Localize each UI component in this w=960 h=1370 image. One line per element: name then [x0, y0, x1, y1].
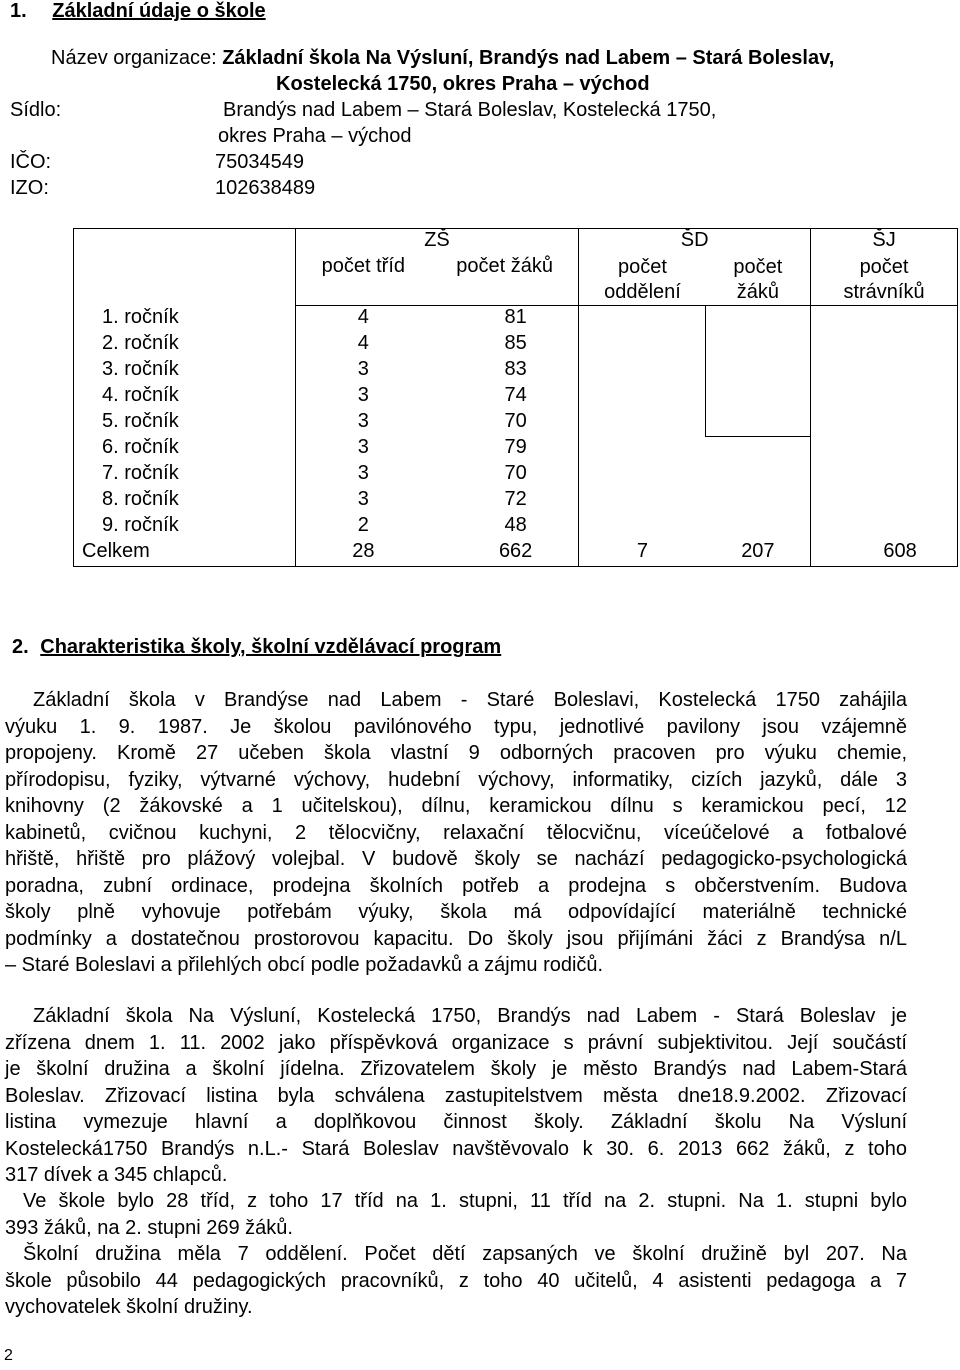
empty-cell: [706, 436, 811, 540]
sidlo-label: Sídlo:: [10, 99, 62, 121]
group-sj: ŠJ: [811, 229, 958, 256]
total-label: Celkem: [74, 540, 296, 567]
group-zs: ZŠ: [295, 229, 579, 256]
sidlo-value-2: okres Praha – východ: [218, 125, 412, 147]
empty-cell: [811, 436, 958, 540]
row-trid: 3: [295, 358, 431, 384]
total-sd-zaku: 207: [706, 540, 811, 567]
row-zaku: 83: [431, 358, 579, 384]
paragraph-line: knihovny (2 žákovské a 1 učitelskou), dílnu, keramickou dílnu s keramickou pecí, 12: [5, 795, 907, 817]
section-2-title: Charakteristika školy, školní vzdělávací program: [40, 636, 502, 658]
group-sd: ŠD: [579, 229, 811, 256]
col-sd-zaku-line2: žáků: [736, 281, 779, 303]
paragraph-line: výuku 1. 9. 1987. Je školou pavilónového typu, jednotlivé pavilony jsou vzájemně: [5, 715, 907, 738]
empty-cell: [706, 306, 811, 437]
row-name: 7. ročník: [74, 462, 296, 488]
table-row: [74, 436, 958, 462]
row-name: 6. ročník: [74, 436, 296, 462]
total-trid: 28: [295, 540, 431, 567]
table-header-columns: [74, 255, 958, 306]
org-value-2: Kostelecká 1750, okres Praha – východ: [276, 73, 650, 95]
col-trid: počet tříd: [295, 255, 431, 306]
row-zaku: 81: [431, 306, 579, 333]
paragraph-line: 317 dívek a 345 chlapců.: [5, 1164, 228, 1186]
empty-cell: [811, 306, 958, 437]
row-zaku: 70: [431, 462, 579, 488]
row-zaku: 79: [431, 436, 579, 462]
row-zaku: 70: [431, 410, 579, 436]
paragraph-line: poradna, zubní ordinace, prodejna školních potřeb a prodejna s občerstvením. Budova: [5, 874, 907, 897]
section-1-heading: [10, 0, 266, 23]
sidlo-value-1: Brandýs nad Labem – Stará Boleslav, Kostelecká 1750,: [223, 99, 717, 121]
paragraph-line: přírodopisu, fyziky, výtvarné výchovy, hudební výchovy, informatiky, cizích jazyků, dále 3: [5, 768, 907, 791]
col-oddeleni-line2: oddělení: [604, 281, 681, 303]
paragraph-line: Boleslav. Zřizovací listina byla schválena zastupitelstvem města dne18.9.2002. Zřizovací: [5, 1084, 907, 1107]
org-value-1: Základní škola Na Výsluní, Brandýs nad Labem – Stará Boleslav,: [222, 47, 835, 69]
paragraph-2: [5, 1003, 907, 1189]
total-zaku: 662: [431, 540, 579, 567]
izo-value: 102638489: [215, 177, 316, 199]
paragraph-1: [5, 687, 907, 979]
paragraph-line: Základní škola v Brandýse nad Labem - Staré Boleslavi, Kostelecká 1750 zahájila: [33, 689, 907, 711]
section-2-number: 2.: [12, 636, 29, 658]
row-name: 9. ročník: [74, 514, 296, 540]
paragraph-line: je školní družina a školní jídelna. Zřizovatelem školy je město Brandýs nad Labem-Stará: [5, 1058, 907, 1080]
col-stravniku-line2: strávníků: [843, 281, 925, 303]
paragraph-line: zřízena dnem 1. 11. 2002 jako příspěvková organizace s právní subjektivitou. Její součástí: [5, 1031, 907, 1054]
izo-label: IZO:: [10, 177, 49, 199]
row-trid: 4: [295, 332, 431, 358]
table-header-groups: [74, 229, 958, 256]
pupil-statistics-table: [73, 228, 958, 567]
row-name: 3. ročník: [74, 358, 296, 384]
row-zaku: 48: [431, 514, 579, 540]
col-sd-zaku-line1: počet: [733, 256, 783, 278]
row-trid: 3: [295, 436, 431, 462]
section-1-number: 1.: [10, 0, 27, 22]
paragraph-4: [5, 1241, 907, 1321]
paragraph-line: Školní družina měla 7 oddělení. Počet dětí zapsaných ve školní družině byl 207. Na: [23, 1243, 907, 1265]
section-1-title: Základní údaje o škole: [52, 0, 266, 22]
paragraph-line: hřiště, hřiště pro plážový volejbal. V budově školy se nachází pedagogicko-psychologická: [5, 848, 907, 870]
paragraph-line: podmínky a dostatečnou prostorovou kapacitu. Do školy jsou přijímáni žáci z Brandýsa n/L: [5, 927, 907, 950]
row-trid: 3: [295, 462, 431, 488]
col-stravniku-line1: počet: [859, 256, 909, 278]
col-sd-zaku: [706, 255, 811, 306]
paragraph-line: škole působilo 44 pedagogických pracovníků, z toho 40 učitelů, 4 asistenti pedagoga a 7: [5, 1269, 907, 1292]
col-zaku: počet žáků: [431, 255, 579, 306]
row-name: 1. ročník: [74, 306, 296, 333]
ico-value: 75034549: [215, 151, 304, 173]
paragraph-3: [5, 1188, 907, 1241]
row-trid: 2: [295, 514, 431, 540]
row-trid: 4: [295, 306, 431, 333]
paragraph-line: propojeny. Kromě 27 učeben škola vlastní 9 odborných pracoven pro výuku chemie,: [5, 742, 907, 764]
empty-cell: [579, 436, 706, 540]
total-oddeleni: 7: [579, 540, 706, 567]
paragraph-line: vychovatelek školní družiny.: [5, 1296, 253, 1318]
paragraph-line: 393 žáků, na 2. stupni 269 žáků.: [5, 1216, 293, 1239]
paragraph-line: školy plně vyhovuje potřebám výuky, škola má odpovídající materiálně technické: [5, 901, 907, 923]
row-trid: 3: [295, 410, 431, 436]
row-trid: 3: [295, 488, 431, 514]
row-name: 8. ročník: [74, 488, 296, 514]
org-line: [51, 47, 834, 70]
col-oddeleni-line1: počet: [618, 256, 667, 278]
paragraph-line: Ve škole bylo 28 tříd, z toho 17 tříd na 1. stupni, 11 tříd na 2. stupni. Na 1. stupni bylo: [23, 1190, 907, 1212]
row-name: 2. ročník: [74, 332, 296, 358]
row-zaku: 72: [431, 488, 579, 514]
col-oddeleni: [579, 255, 706, 306]
row-zaku: 74: [431, 384, 579, 410]
row-trid: 3: [295, 384, 431, 410]
page-number: 2: [4, 1347, 13, 1364]
total-stravniku: 608: [811, 540, 958, 567]
row-name: 5. ročník: [74, 410, 296, 436]
row-zaku: 85: [431, 332, 579, 358]
paragraph-line: kabinetů, cvičnou kuchyni, 2 tělocvičny, relaxační tělocvičnu, víceúčelové a fotbalové: [5, 821, 907, 844]
paragraph-line: listina vymezuje hlavní a doplňkovou činnost školy. Základní školu Na Výsluní: [5, 1111, 907, 1133]
col-stravniku: [811, 255, 958, 306]
paragraph-line: – Staré Boleslavi a přilehlých obcí podle požadavků a zájmu rodičů.: [5, 954, 604, 976]
org-label: Název organizace:: [51, 47, 217, 69]
ico-label: IČO:: [10, 151, 52, 173]
row-name: 4. ročník: [74, 384, 296, 410]
empty-cell: [579, 306, 706, 437]
table-row: [74, 306, 958, 333]
paragraph-line: Základní škola Na Výsluní, Kostelecká 1750, Brandýs nad Labem - Stará Boleslav je: [33, 1005, 907, 1027]
table-total-row: [74, 540, 958, 567]
paragraph-line: Kostelecká1750 Brandýs n.L.- Stará Boleslav navštěvovalo k 30. 6. 2013 662 žáků, z toho: [5, 1137, 907, 1160]
section-2-heading: [12, 636, 501, 659]
